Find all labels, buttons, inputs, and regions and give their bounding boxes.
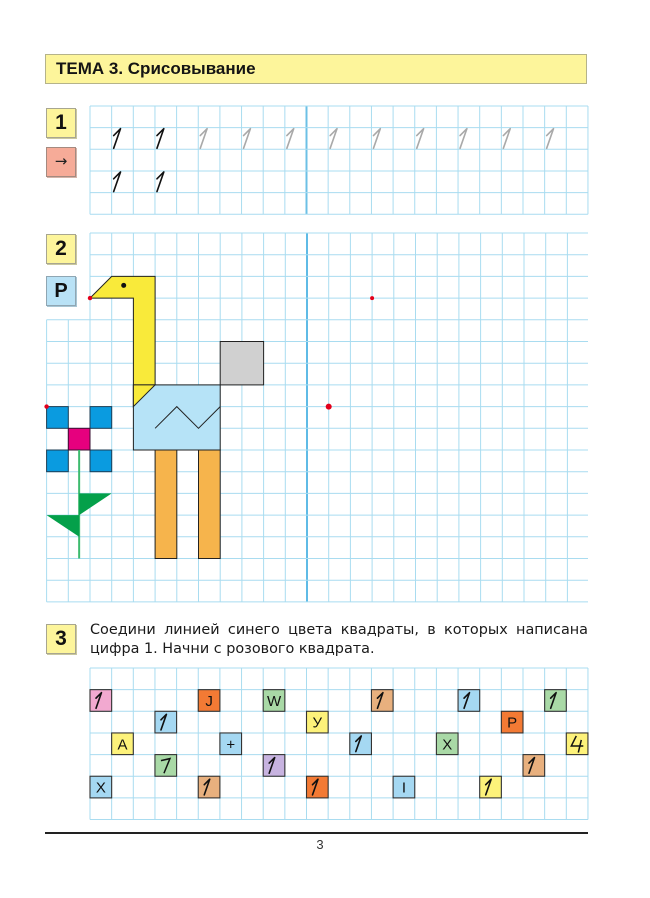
- letter-square[interactable]: [155, 711, 177, 733]
- topic-title: ТЕМА 3. Срисовывание: [56, 59, 256, 78]
- letter-square[interactable]: [371, 690, 393, 712]
- letter-square[interactable]: [112, 733, 134, 755]
- letter-square[interactable]: [436, 733, 458, 755]
- square-box[interactable]: [566, 733, 588, 755]
- letter-square[interactable]: [545, 690, 567, 712]
- letter-square[interactable]: [350, 733, 372, 755]
- square-letter: А: [117, 736, 128, 754]
- letter-square[interactable]: [307, 711, 329, 733]
- square-letter: Х: [442, 736, 453, 754]
- square-letter: Р: [507, 714, 518, 732]
- letter-square[interactable]: [480, 776, 502, 798]
- arrow-right-icon: →: [46, 147, 76, 177]
- footer-divider: [45, 832, 588, 834]
- square-box[interactable]: [155, 755, 177, 777]
- letter-square[interactable]: [198, 776, 220, 798]
- letter-square[interactable]: [90, 690, 112, 712]
- drawing-badge: Р: [46, 276, 76, 306]
- square-letter: У: [312, 714, 323, 732]
- square-letter: +: [226, 736, 236, 754]
- exercise-3-instruction: Соедини линией синего цвета квадраты, в которых написана цифра 1. Начни с розового квадрата.: [90, 622, 588, 657]
- letter-square[interactable]: [220, 733, 242, 755]
- letter-square[interactable]: [393, 776, 415, 798]
- exercise-1-number: 1: [46, 108, 76, 138]
- square-letter: I: [401, 779, 407, 797]
- letter-square[interactable]: [458, 690, 480, 712]
- letter-square[interactable]: [523, 755, 545, 777]
- square-letter: W: [266, 692, 282, 710]
- letter-square[interactable]: [263, 755, 285, 777]
- square-letter: Х: [95, 779, 106, 797]
- letter-square[interactable]: [90, 776, 112, 798]
- grid-lines: [90, 668, 588, 820]
- letter-square[interactable]: [501, 711, 523, 733]
- letter-square[interactable]: [307, 776, 329, 798]
- letter-square[interactable]: [198, 690, 220, 712]
- letter-square[interactable]: [566, 733, 588, 755]
- letter-square[interactable]: [155, 755, 177, 777]
- exercise-2-number: 2: [46, 234, 76, 264]
- square-letter: J: [205, 692, 213, 710]
- letter-square[interactable]: [263, 690, 285, 712]
- exercise-3-number: 3: [46, 624, 76, 654]
- page-number: 3: [316, 837, 324, 852]
